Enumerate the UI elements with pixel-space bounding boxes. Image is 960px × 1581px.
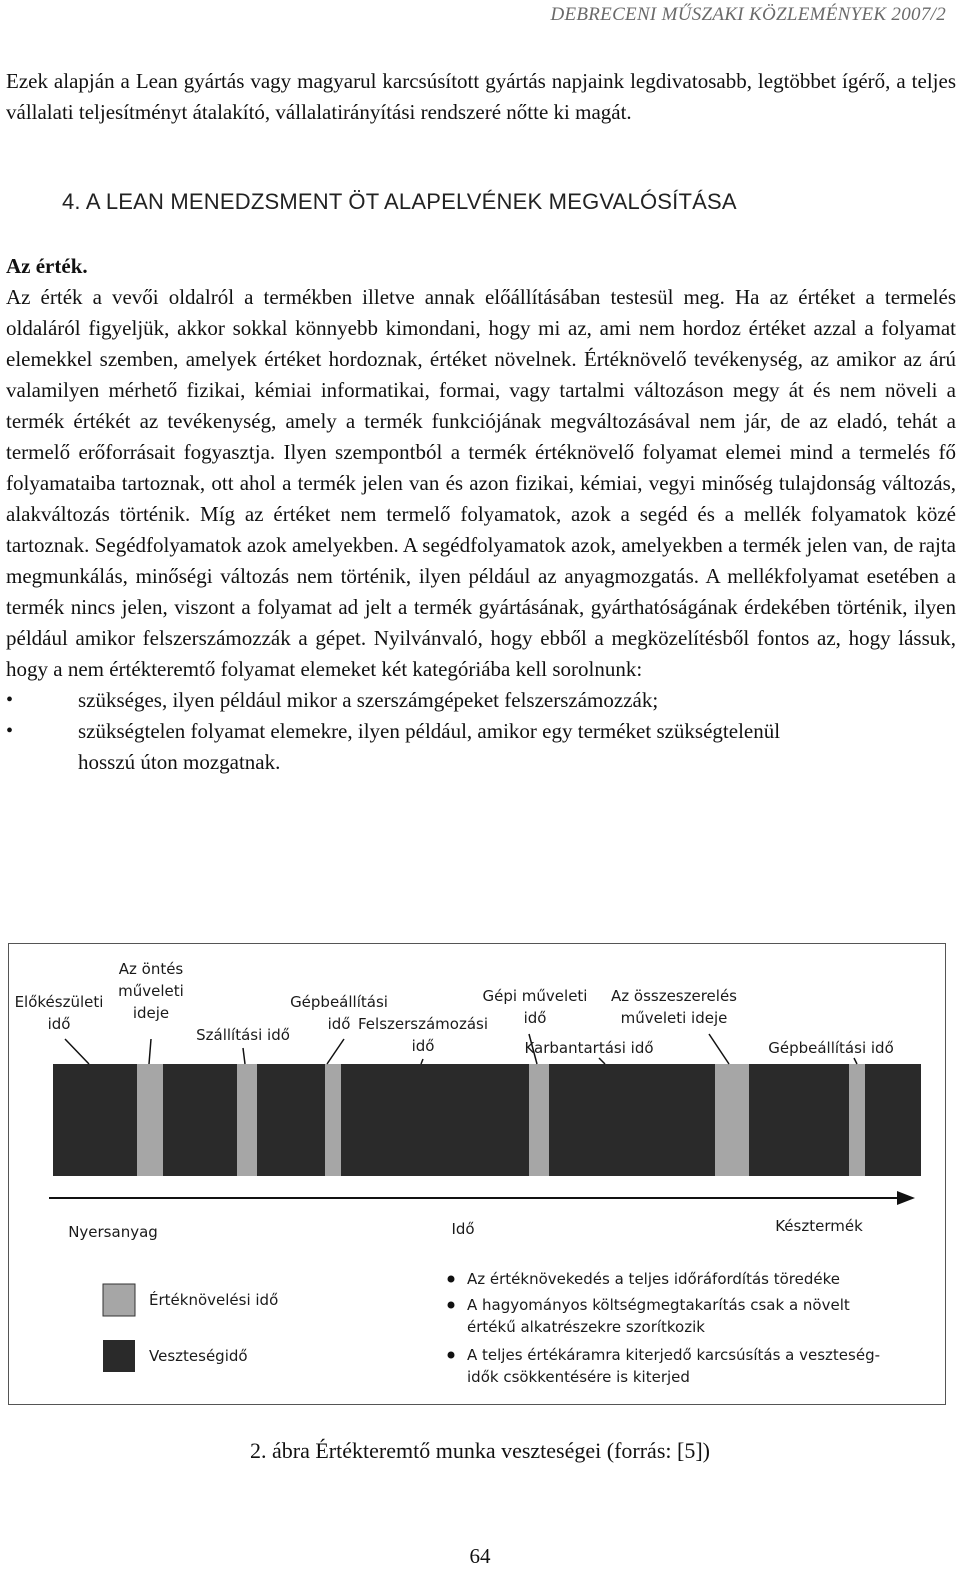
leader-line — [327, 1039, 344, 1064]
legend-waste-label: Veszteségidő — [149, 1347, 248, 1365]
bullet-item — [6, 716, 838, 778]
legend-swatch-waste — [103, 1340, 135, 1372]
running-head: DEBRECENI MŰSZAKI KÖZLEMÉNYEK 2007/2 — [550, 4, 946, 25]
intro-text: Ezek alapján a Lean gyártás vagy magyarul karcsúsított gyártás napjaink legdivatosabb, legtöbbet ígérő, a teljes vállalati teljesítményt átalakító, vállalatirányítási rendszeré nőtte ki magát. — [6, 69, 956, 124]
bullet-icon: • — [6, 720, 14, 742]
value-added-segment — [137, 1064, 163, 1176]
note-bullet-icon — [448, 1276, 455, 1283]
leader-line — [149, 1039, 151, 1064]
axis-end-label: Késztermék — [775, 1217, 863, 1235]
value-added-segment — [529, 1064, 549, 1176]
label-karbantartasi: Karbantartási idő — [524, 1039, 654, 1057]
note-bullet-icon — [448, 1302, 455, 1309]
note-bullet-icon — [448, 1352, 455, 1359]
figure-caption: 2. ábra Értékteremtő munka veszteségei (forrás: [5]) — [250, 1438, 710, 1463]
label-felszerszamozasi: Felszerszámozási idő — [357, 1015, 489, 1055]
bullet-list — [6, 685, 956, 778]
time-axis-arrow — [897, 1191, 915, 1205]
subsection-body: Az érték a vevői oldalról a termékben illetve annak előállításában testesül meg. Ha az értéket a termelés oldaláról figyeljük, akkor sokkal könnyebb kimondani, hogy mi az, ami nem hordoz értéket azzal a folyamat elemekkel szemben, amelyek értéket hordoznak, értéket növelnek. Értéknövelő tevékenység, az amikor az árú valamilyen mérhető fizikai, kémiai informatikai, formai, vagy tartalmi változáson megy át és nem növeli a termék értékét az tevékenység, amely a termék funkciójának megváltozásával nem jár, de az eladó, tehát a termelő erőforrásait fogyasztja. Ilyen szempontból a termék értéknövelő folyamat elemei mind a termelés fő folyamataiba tartoznak, ott ahol a termék jelen van és azon fizikai, kémiai, vegyi minőség tulajdonság változás, alakváltozás történik. Míg az értéket nem termelő folyamatok, azok a segéd és a mellék folyamatok közé tartoznak. Segédfolyamatok azok amelyekben. A segédfolyamatok azok, amelyekben a termék jelen van, de rajta megmunkálás, minőségi változás nem történik, ilyen például az anyagmozgatás. A mellékfolyamat esetében a termék nincs jelen, viszont a folyamat ad jelt a termék gyártásának, gyárthatóságának érdekében történik, ilyen például amikor felszerszámozzák a gépet. Nyilvánvaló, hogy ebből a megközelítésből fontos az, hogy lássuk, hogy a nem értékteremtő folyamat elemeket két kategóriába kell sorolnunk: — [6, 285, 956, 681]
page-number: 64 — [469, 1544, 491, 1568]
leader-line — [599, 1058, 605, 1064]
label-gepbeallitasi-2: Gépbeállítási idő — [768, 1039, 894, 1057]
subsection — [6, 251, 956, 778]
value-added-segment — [325, 1064, 341, 1176]
intro-paragraph — [6, 66, 956, 128]
bullet-text: szükségtelen folyamat elemekre, ilyen például, amikor egy terméket szükségtelenül hosszú úton mozgatnak. — [78, 719, 781, 774]
subsection-title: Az érték. — [6, 254, 88, 278]
value-added-segment — [715, 1064, 749, 1176]
section-heading: 4. A LEAN MENEDZSMENT ÖT ALAPELVÉNEK MEGVALÓSÍTÁSA — [62, 189, 737, 214]
label-osszeszerelesi: Az összeszerelés műveleti ideje — [610, 987, 738, 1027]
bullet-icon: • — [6, 689, 14, 711]
label-elokeszuleti: Előkészületi idő — [14, 993, 104, 1033]
value-added-segment — [237, 1064, 257, 1176]
legend-value-added-label: Értéknövelési idő — [149, 1291, 279, 1309]
leader-line — [65, 1039, 89, 1064]
leader-line — [243, 1048, 245, 1064]
label-szallitasi: Szállítási idő — [196, 1026, 290, 1044]
label-gepbeallitasi-1: Gépbeállítási idő — [290, 993, 388, 1033]
figure-value-stream — [8, 943, 946, 1405]
waste-time-bar — [53, 1064, 921, 1176]
note-text: A teljes értékáramra kiterjedő karcsúsítás a veszteség-idők csökkentésére is kiterjed — [467, 1346, 880, 1386]
note-text: Az értéknövekedés a teljes időráfordítás töredéke — [467, 1270, 841, 1288]
label-gepi-muveleti: Gépi műveleti idő — [482, 987, 588, 1027]
note-text: A hagyományos költségmegtakarítás csak a növelt értékű alkatrészekre szorítkozik — [467, 1296, 850, 1336]
value-stream-diagram — [9, 944, 945, 1404]
legend-swatch-value-added — [103, 1284, 135, 1316]
leader-line — [421, 1059, 423, 1064]
leader-line — [854, 1058, 857, 1064]
axis-start-label: Nyersanyag — [68, 1223, 158, 1241]
value-added-segment — [849, 1064, 865, 1176]
axis-middle-label: Idő — [451, 1220, 475, 1238]
leader-line — [709, 1034, 729, 1064]
bullet-text: szükséges, ilyen például mikor a szerszámgépeket felszerszámozzák; — [78, 688, 659, 712]
bullet-item — [6, 685, 838, 716]
label-ontes: Az öntés műveleti ideje — [118, 960, 184, 1022]
